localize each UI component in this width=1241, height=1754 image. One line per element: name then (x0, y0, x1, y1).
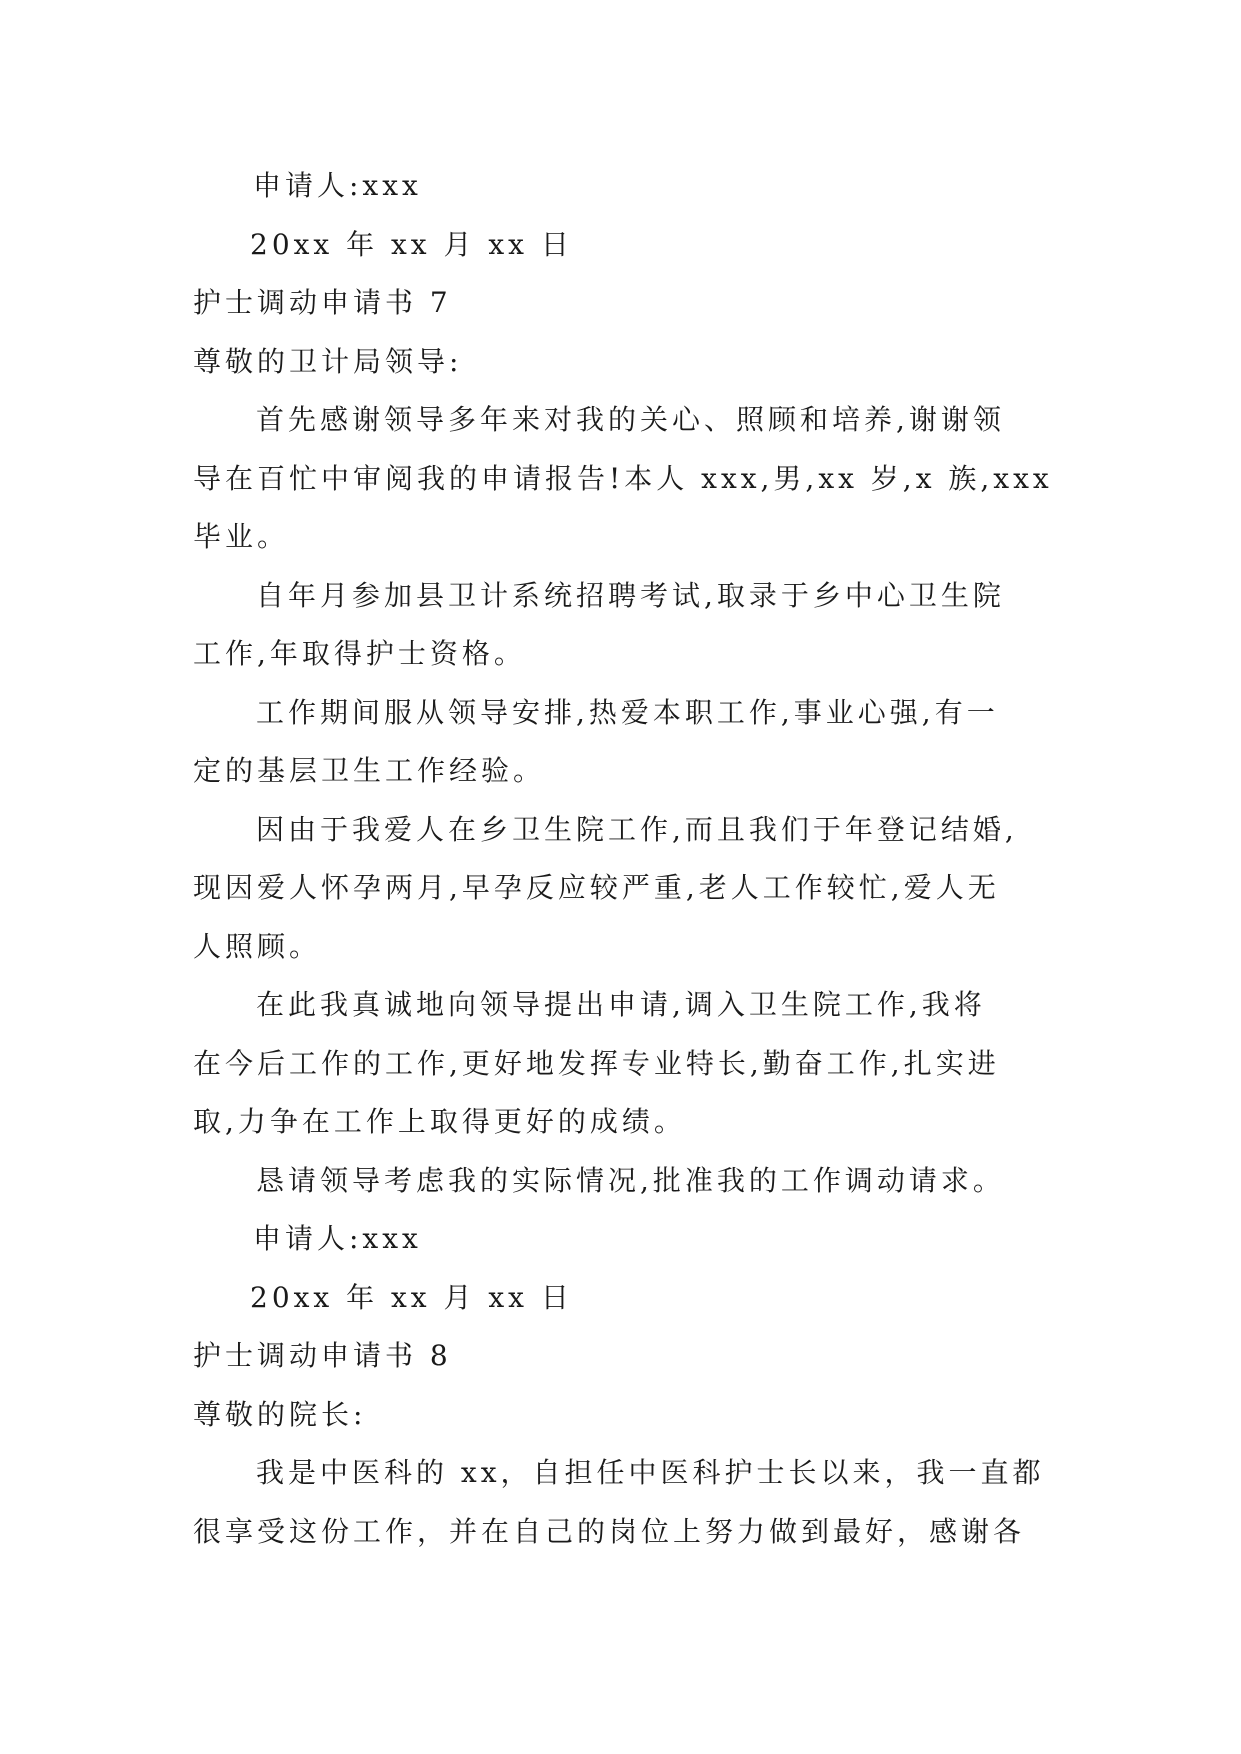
paragraph-line: 因由于我爱人在乡卫生院工作,而且我们于年登记结婚, (256, 812, 1018, 846)
applicant-signature: 申请人:xxx (253, 1222, 422, 1255)
document-page (193, 157, 1053, 1561)
section-title: 护士调动申请书 8 (193, 1339, 452, 1372)
section-title: 护士调动申请书 7 (193, 286, 452, 319)
applicant-signature: 申请人:xxx (253, 169, 422, 202)
salutation: 尊敬的卫计局领导: (193, 344, 463, 378)
application-date: 20xx 年 xx 月 xx 日 (250, 227, 573, 261)
paragraph-line: 很享受这份工作，并在自己的岗位上努力做到最好，感谢各 (193, 1514, 1026, 1548)
paragraph-line: 现因爱人怀孕两月,早孕反应较严重,老人工作较忙,爱人无 (193, 871, 1000, 904)
paragraph-line: 定的基层卫生工作经验。 (193, 754, 546, 787)
paragraph-line: 取,力争在工作上取得更好的成绩。 (193, 1105, 686, 1138)
salutation: 尊敬的院长: (193, 1397, 367, 1431)
paragraph-line: 导在百忙中审阅我的申请报告!本人 xxx,男,xx 岁,x 族,xxx (193, 461, 1053, 495)
application-date: 20xx 年 xx 月 xx 日 (250, 1280, 573, 1314)
paragraph-line: 自年月参加县卫计系统招聘考试,取录于乡中心卫生院 (256, 578, 1005, 612)
paragraph-line: 工作期间服从领导安排,热爱本职工作,事业心强,有一 (256, 695, 999, 729)
paragraph-line: 首先感谢领导多年来对我的关心、照顾和培养,谢谢领 (256, 403, 1005, 436)
paragraph-line: 毕业。 (193, 520, 290, 553)
paragraph-line: 我是中医科的 xx，自担任中医科护士长以来，我一直都 (256, 1456, 1045, 1489)
paragraph-line: 恳请领导考虑我的实际情况,批准我的工作调动请求。 (256, 1163, 1005, 1197)
paragraph-line: 在今后工作的工作,更好地发挥专业特长,勤奋工作,扎实进 (193, 1046, 1000, 1080)
paragraph-line: 工作,年取得护士资格。 (193, 637, 526, 670)
paragraph-line: 人照顾。 (193, 929, 322, 963)
paragraph-line: 在此我真诚地向领导提出申请,调入卫生院工作,我将 (256, 988, 986, 1021)
